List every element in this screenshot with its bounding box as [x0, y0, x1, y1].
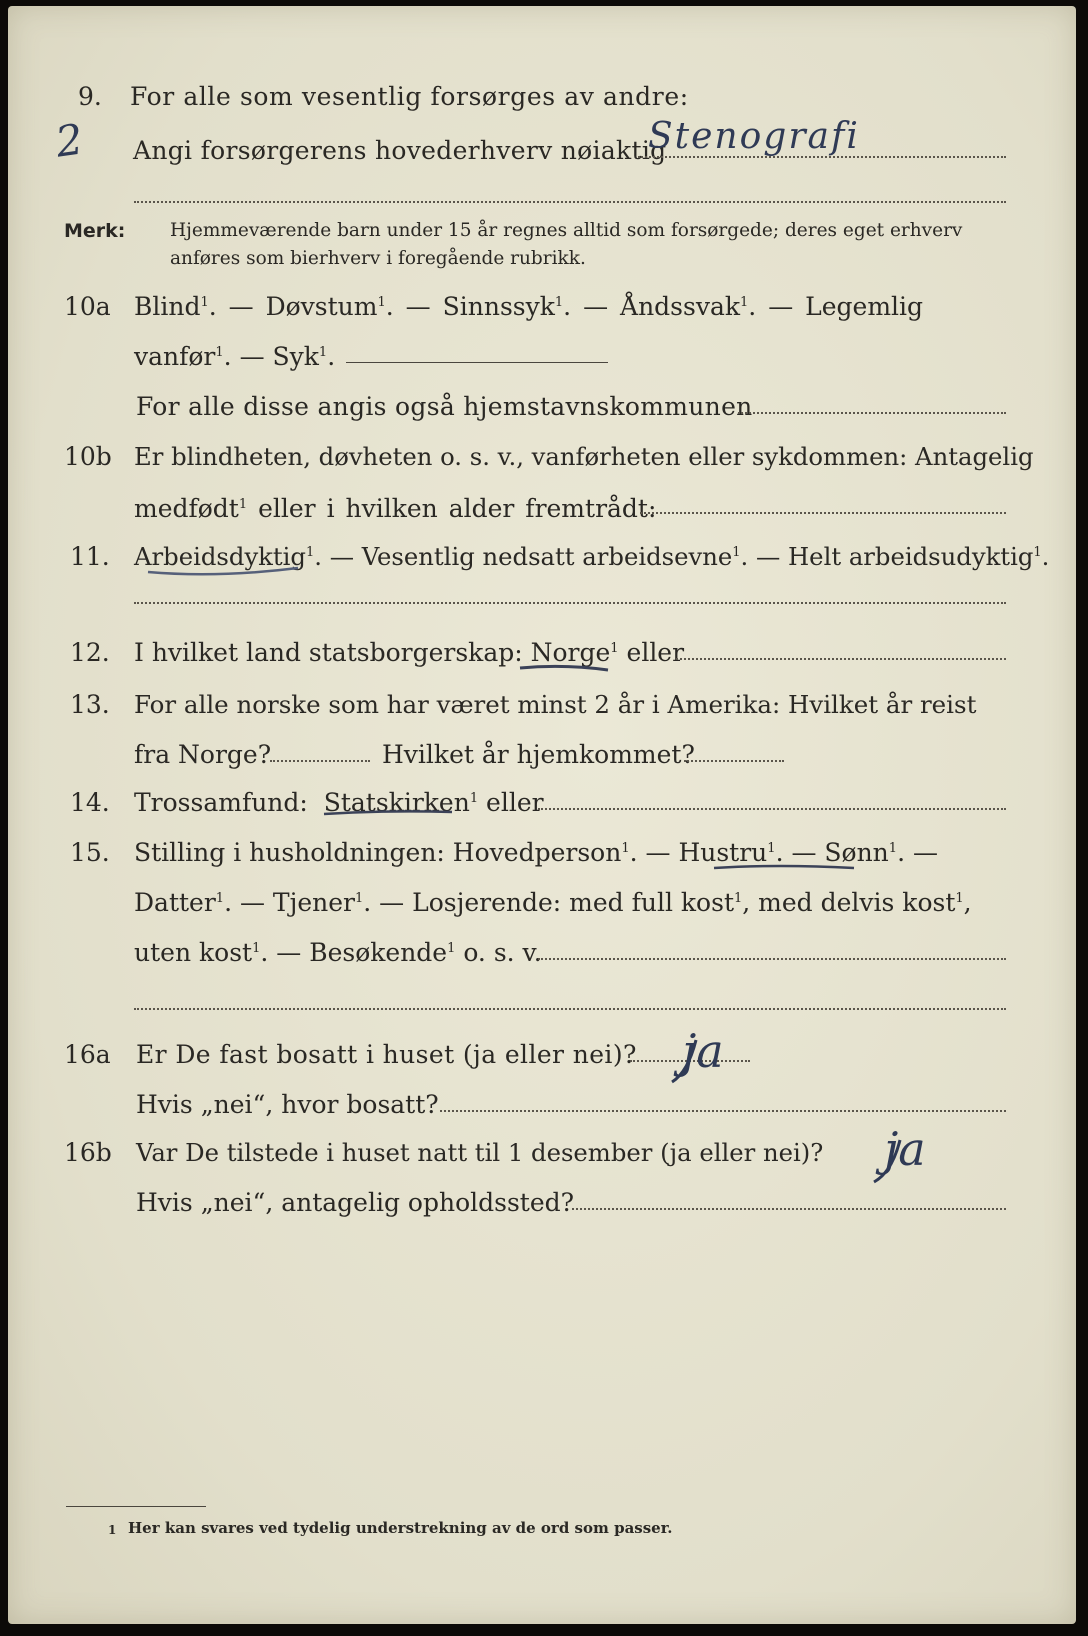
option-hovedperson: Stilling i husholdningen: Hovedperson	[134, 838, 622, 867]
statsborgerskap-label: I hvilket land statsborgerskap:	[134, 638, 523, 667]
footnote-ref: 1	[610, 641, 619, 656]
underline-hustru	[714, 866, 854, 868]
merk-label: Merk:	[64, 220, 126, 242]
option-udyktig: . — Helt arbeidsudyktig	[740, 542, 1034, 571]
option-sinnssyk: . — Sinnssyk	[385, 292, 555, 321]
question-9-line1: For alle som vesentlig forsørges av andre:	[130, 82, 689, 111]
option-syk: . — Syk	[223, 342, 319, 371]
footnote-ref: 1	[447, 941, 456, 956]
option-besokende: . — Besøkende	[260, 938, 448, 967]
footnote-ref: 1	[888, 841, 898, 856]
footnote-mark: 1	[108, 1523, 117, 1537]
option-vanfor: vanfør	[134, 342, 216, 371]
handwritten-underlines	[8, 6, 1076, 1624]
question-16a-line2: Hvis „nei“, hvor bosatt?	[136, 1090, 439, 1119]
option-norge: Norge	[530, 638, 611, 667]
option-sonn: . — Sønn	[775, 838, 889, 867]
question-16b-number: 16b	[64, 1138, 112, 1167]
option-legemlig: . — Legemlig	[748, 292, 924, 321]
question-14-number: 14.	[70, 788, 110, 817]
osv-label: o. s. v.	[455, 938, 542, 967]
period: .	[1041, 542, 1050, 571]
footnote-ref: 1	[215, 891, 225, 906]
question-13-line1: For alle norske som har været minst 2 år i Amerika: Hvilket år reist	[134, 690, 977, 719]
answer-16a-stroke	[672, 1040, 696, 1082]
question-10b-number: 10b	[64, 442, 112, 471]
footnote-ref: 1	[355, 891, 364, 906]
eller-label: eller	[618, 638, 685, 667]
answer-16b-stroke	[874, 1140, 900, 1182]
footnote-ref: 1	[767, 841, 776, 856]
option-full-kost: . — Losjerende: med full kost	[363, 888, 734, 917]
footnote-ref: 1	[318, 345, 328, 360]
footnote-ref: 1	[238, 497, 248, 512]
underline-arbeidsdyktig	[148, 568, 298, 574]
dash: . —	[897, 838, 938, 867]
underline-statskirken	[324, 811, 452, 814]
footnote-ref: 1	[740, 295, 749, 310]
question-11-number: 11.	[70, 542, 110, 571]
footnote-text: Her kan svares ved tydelig understrekning av de ord som passer.	[128, 1519, 673, 1537]
footnote-ref: 1	[215, 345, 224, 360]
question-9-line2: Angi forsørgerens hovederhverv nøiaktig	[133, 136, 667, 165]
footnote-ref: 1	[1033, 545, 1042, 560]
option-arbeidsdyktig: Arbeidsdyktig	[134, 542, 306, 571]
period: .	[327, 342, 336, 371]
question-13-number: 13.	[70, 690, 110, 719]
question-16a-handwritten-answer: ja	[682, 1024, 724, 1078]
question-10a-line3: For alle disse angis også hjemstavnskommunen	[136, 392, 753, 421]
question-16b-handwritten-answer: ja	[884, 1122, 926, 1176]
question-15-number: 15.	[70, 838, 110, 867]
option-blind: Blind	[134, 292, 201, 321]
footnote-ref: 1	[732, 545, 741, 560]
question-9-number: 9.	[78, 82, 102, 111]
trossamfund-label: Trossamfund:	[134, 788, 308, 817]
question-16b-line2: Hvis „nei“, antagelig opholdssted?	[136, 1188, 575, 1217]
footnote-ref: 1	[733, 891, 743, 906]
question-12-number: 12.	[70, 638, 110, 667]
footnote-ref: 1	[621, 841, 630, 856]
footnote-ref: 1	[200, 295, 209, 310]
question-16a-number: 16a	[64, 1040, 111, 1069]
merk-line2: anføres som bierhverv i foregående rubrikk.	[170, 248, 586, 269]
option-nedsatt: . — Vesentlig nedsatt arbeidsevne	[314, 542, 733, 571]
comma: ,	[963, 888, 972, 917]
option-statskirken: Statskirken	[323, 788, 470, 817]
option-medfodt: medfødt	[134, 494, 239, 523]
question-9-handwritten-answer: Stenografi	[648, 116, 860, 157]
merk-line1: Hjemmeværende barn under 15 år regnes alltid som forsørgede; deres eget erhverv	[170, 220, 963, 241]
alder-label: eller i hvilken alder fremtrådt:	[247, 494, 657, 523]
footnote-ref: 1	[305, 545, 315, 560]
census-form-page	[8, 6, 1076, 1624]
question-13-line2b: Hvilket år hjemkommet?	[382, 740, 695, 769]
option-andssvak: . — Åndssvak	[563, 292, 741, 321]
footnote-ref: 1	[377, 295, 386, 310]
footnote-ref: 1	[955, 891, 964, 906]
question-16b-line1: Var De tilstede i huset natt til 1 desember (ja eller nei)?	[136, 1138, 824, 1167]
margin-mark-handwritten: 2	[52, 114, 87, 167]
underline-norge	[520, 666, 608, 670]
question-10a-number: 10a	[64, 292, 111, 321]
question-10b-line1: Er blindheten, døvheten o. s. v., vanførheten eller sykdommen: Antagelig	[134, 442, 1034, 471]
eller-label: eller	[478, 788, 544, 817]
footnote-ref: 1	[554, 295, 564, 310]
question-13-line2a: fra Norge?	[134, 740, 272, 769]
option-delvis-kost: , med delvis kost	[742, 888, 956, 917]
footnote-ref: 1	[252, 941, 261, 956]
option-datter: Datter	[134, 888, 216, 917]
footnote-ref: 1	[469, 791, 479, 806]
dash: . —	[629, 838, 679, 867]
option-hustru: Hustru	[678, 838, 768, 867]
option-dovstum: . — Døvstum	[208, 292, 378, 321]
option-tjener: . — Tjener	[224, 888, 355, 917]
question-16a-line1: Er De fast bosatt i huset (ja eller nei)?	[136, 1040, 637, 1069]
option-uten-kost: uten kost	[134, 938, 253, 967]
